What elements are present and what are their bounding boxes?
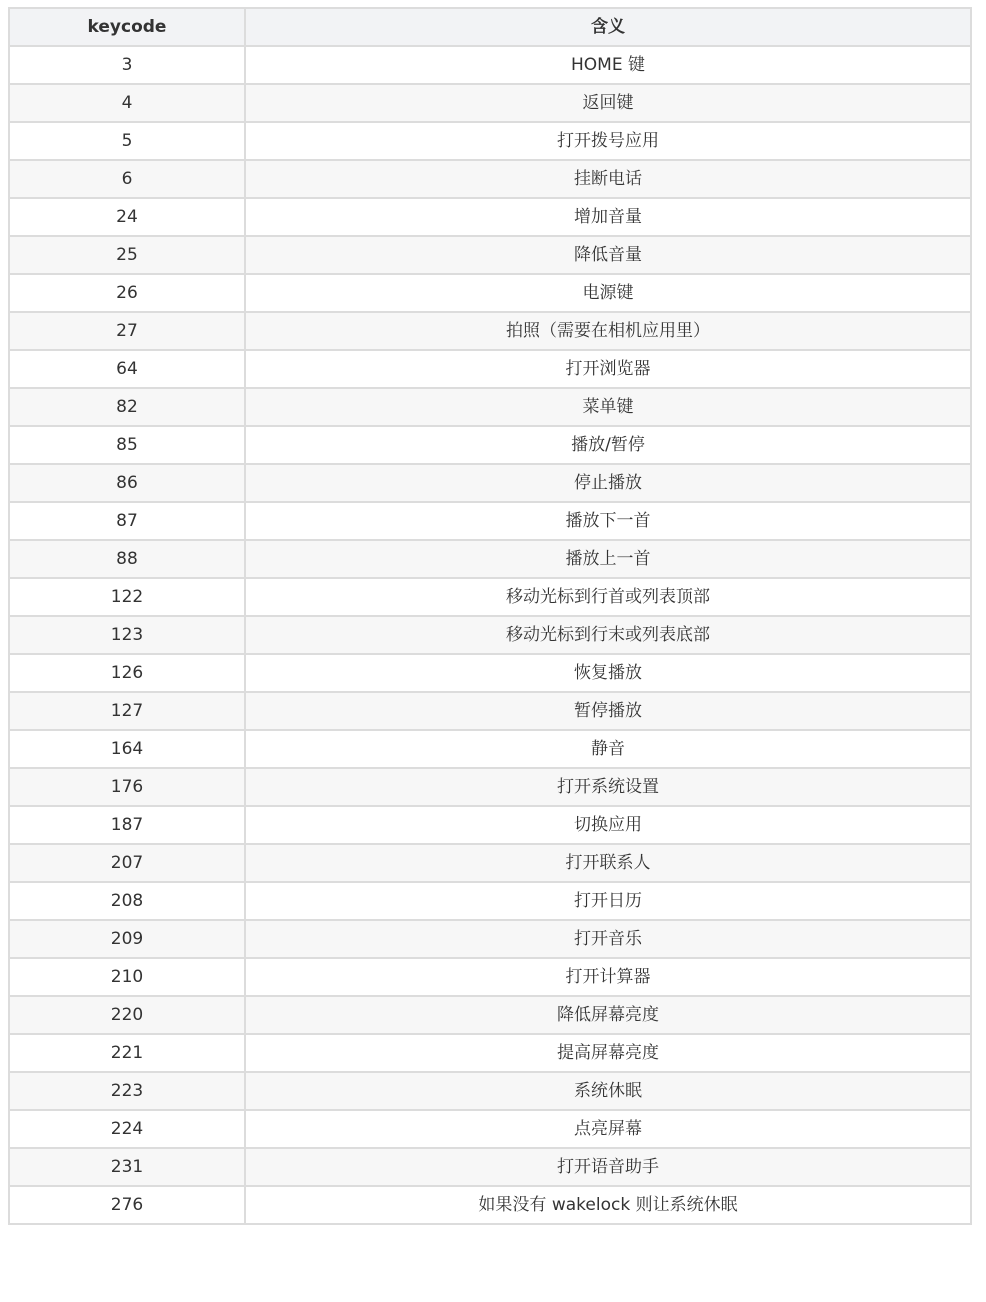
column-header-meaning: 含义 — [245, 8, 971, 46]
meaning-cell: 播放下一首 — [245, 502, 971, 540]
table-row — [9, 616, 971, 654]
table-row — [9, 958, 971, 996]
meaning-cell: 暂停播放 — [245, 692, 971, 730]
keycode-cell: 221 — [9, 1034, 245, 1072]
table-row — [9, 1034, 971, 1072]
keycode-cell: 86 — [9, 464, 245, 502]
keycode-cell: 127 — [9, 692, 245, 730]
table-row — [9, 350, 971, 388]
table-row — [9, 1148, 971, 1186]
meaning-cell: 增加音量 — [245, 198, 971, 236]
table-row — [9, 1110, 971, 1148]
keycode-cell: 5 — [9, 122, 245, 160]
meaning-cell: 降低屏幕亮度 — [245, 996, 971, 1034]
meaning-cell: 挂断电话 — [245, 160, 971, 198]
keycode-table-container — [8, 7, 972, 1225]
meaning-cell: 电源键 — [245, 274, 971, 312]
table-row — [9, 198, 971, 236]
table-row — [9, 692, 971, 730]
meaning-cell: 返回键 — [245, 84, 971, 122]
meaning-cell: 打开计算器 — [245, 958, 971, 996]
table-row — [9, 236, 971, 274]
meaning-cell: 静音 — [245, 730, 971, 768]
keycode-cell: 208 — [9, 882, 245, 920]
keycode-cell: 176 — [9, 768, 245, 806]
table-row — [9, 160, 971, 198]
keycode-cell: 3 — [9, 46, 245, 84]
table-row — [9, 426, 971, 464]
table-row — [9, 84, 971, 122]
meaning-cell: HOME 键 — [245, 46, 971, 84]
table-row — [9, 502, 971, 540]
keycode-cell: 231 — [9, 1148, 245, 1186]
column-header-keycode: keycode — [9, 8, 245, 46]
keycode-cell: 123 — [9, 616, 245, 654]
table-row — [9, 578, 971, 616]
meaning-cell: 移动光标到行首或列表顶部 — [245, 578, 971, 616]
table-row — [9, 768, 971, 806]
keycode-cell: 207 — [9, 844, 245, 882]
table-row — [9, 996, 971, 1034]
table-row — [9, 806, 971, 844]
table-body — [9, 46, 971, 1224]
keycode-cell: 224 — [9, 1110, 245, 1148]
meaning-cell: 如果没有 wakelock 则让系统休眠 — [245, 1186, 971, 1224]
meaning-cell: 系统休眠 — [245, 1072, 971, 1110]
table-header — [9, 8, 971, 46]
table-row — [9, 464, 971, 502]
keycode-table — [8, 7, 972, 1225]
table-row — [9, 882, 971, 920]
meaning-cell: 打开日历 — [245, 882, 971, 920]
keycode-cell: 210 — [9, 958, 245, 996]
keycode-cell: 27 — [9, 312, 245, 350]
keycode-cell: 87 — [9, 502, 245, 540]
meaning-cell: 打开浏览器 — [245, 350, 971, 388]
table-row — [9, 46, 971, 84]
table-row — [9, 654, 971, 692]
meaning-cell: 提高屏幕亮度 — [245, 1034, 971, 1072]
keycode-cell: 6 — [9, 160, 245, 198]
keycode-cell: 122 — [9, 578, 245, 616]
keycode-cell: 126 — [9, 654, 245, 692]
table-row — [9, 1072, 971, 1110]
keycode-cell: 164 — [9, 730, 245, 768]
table-row — [9, 844, 971, 882]
keycode-cell: 85 — [9, 426, 245, 464]
table-row — [9, 540, 971, 578]
meaning-cell: 菜单键 — [245, 388, 971, 426]
table-row — [9, 312, 971, 350]
meaning-cell: 恢复播放 — [245, 654, 971, 692]
keycode-cell: 26 — [9, 274, 245, 312]
meaning-cell: 停止播放 — [245, 464, 971, 502]
table-row — [9, 1186, 971, 1224]
meaning-cell: 拍照（需要在相机应用里） — [245, 312, 971, 350]
meaning-cell: 打开联系人 — [245, 844, 971, 882]
keycode-cell: 276 — [9, 1186, 245, 1224]
table-row — [9, 274, 971, 312]
meaning-cell: 切换应用 — [245, 806, 971, 844]
table-row — [9, 388, 971, 426]
meaning-cell: 打开音乐 — [245, 920, 971, 958]
table-row — [9, 730, 971, 768]
keycode-cell: 220 — [9, 996, 245, 1034]
meaning-cell: 移动光标到行末或列表底部 — [245, 616, 971, 654]
keycode-cell: 187 — [9, 806, 245, 844]
table-row — [9, 122, 971, 160]
meaning-cell: 点亮屏幕 — [245, 1110, 971, 1148]
meaning-cell: 打开拨号应用 — [245, 122, 971, 160]
meaning-cell: 打开系统设置 — [245, 768, 971, 806]
keycode-cell: 25 — [9, 236, 245, 274]
meaning-cell: 播放/暂停 — [245, 426, 971, 464]
keycode-cell: 223 — [9, 1072, 245, 1110]
keycode-cell: 209 — [9, 920, 245, 958]
keycode-cell: 88 — [9, 540, 245, 578]
keycode-cell: 82 — [9, 388, 245, 426]
meaning-cell: 打开语音助手 — [245, 1148, 971, 1186]
meaning-cell: 播放上一首 — [245, 540, 971, 578]
meaning-cell: 降低音量 — [245, 236, 971, 274]
keycode-cell: 4 — [9, 84, 245, 122]
table-row — [9, 920, 971, 958]
table-header-row — [9, 8, 971, 46]
keycode-cell: 64 — [9, 350, 245, 388]
keycode-cell: 24 — [9, 198, 245, 236]
